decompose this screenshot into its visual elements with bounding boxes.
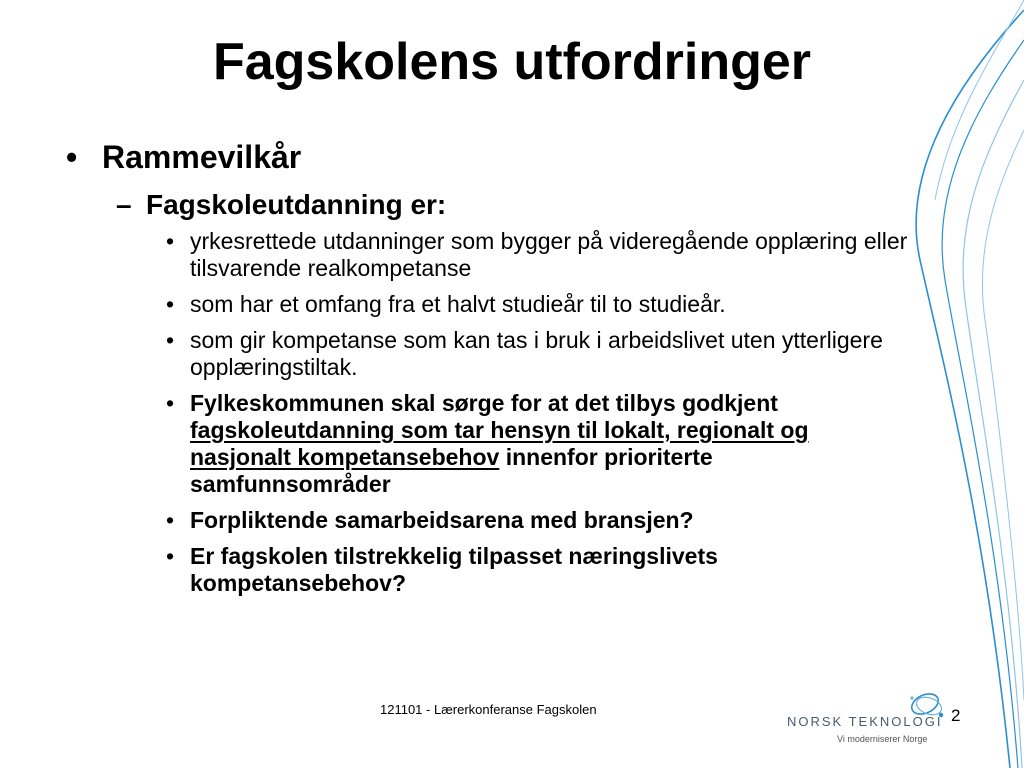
dash-marker: – [116, 189, 132, 220]
slide-title: Fagskolens utfordringer [212, 33, 812, 91]
underlined-emphasis: fagskoleutdanning som tar hensyn til lokalt, regionalt og nasjonalt kompetansebehov [190, 417, 809, 470]
bullet-marker: • [166, 390, 175, 416]
logo-name: NORSK TEKNOLOGI [787, 714, 943, 729]
list-item [0, 543, 920, 597]
list-item-text: Forpliktende samarbeidsarena med bransjen? [190, 507, 694, 533]
slide-content [0, 138, 920, 606]
bullet-marker: • [166, 291, 175, 317]
list-item [0, 327, 920, 381]
list-item [0, 291, 920, 318]
list-item [0, 228, 920, 282]
bullet-level2 [0, 188, 920, 222]
bullet-level2-text: Fagskoleutdanning er: [146, 189, 447, 220]
list-item-text [190, 390, 809, 497]
list-item [0, 507, 920, 534]
list-item-text-post: innenfor prioriterte samfunnsområder [190, 444, 713, 497]
logo-tagline: Vi moderniserer Norge [837, 734, 928, 744]
footer-text: 121101 - Lærerkonferanse Fagskolen [380, 702, 597, 717]
list-item [0, 390, 920, 498]
bullet-marker: • [166, 327, 175, 353]
bullet-level1-text: Rammevilkår [102, 139, 302, 175]
page-number: 2 [951, 706, 961, 725]
norsk-teknologi-logo [785, 688, 955, 748]
bullet-list-level3 [0, 228, 920, 597]
list-item-text: yrkesrettede utdanninger som bygger på videregående opplæring eller tilsvarende realkompetanse [190, 228, 908, 281]
bullet-marker: • [66, 139, 78, 175]
bullet-marker: • [166, 507, 175, 533]
list-item-text: Er fagskolen tilstrekkelig tilpasset næringslivets kompetansebehov? [190, 543, 718, 596]
list-item-text-pre: Fylkeskommunen skal sørge for at det tilbys godkjent [190, 390, 778, 416]
bullet-marker: • [166, 543, 175, 569]
bullet-marker: • [166, 228, 175, 254]
list-item-text: som gir kompetanse som kan tas i bruk i arbeidslivet uten ytterligere opplæringstiltak. [190, 327, 883, 380]
bullet-level1 [0, 138, 920, 176]
list-item-text: som har et omfang fra et halvt studieår til to studieår. [190, 291, 726, 317]
